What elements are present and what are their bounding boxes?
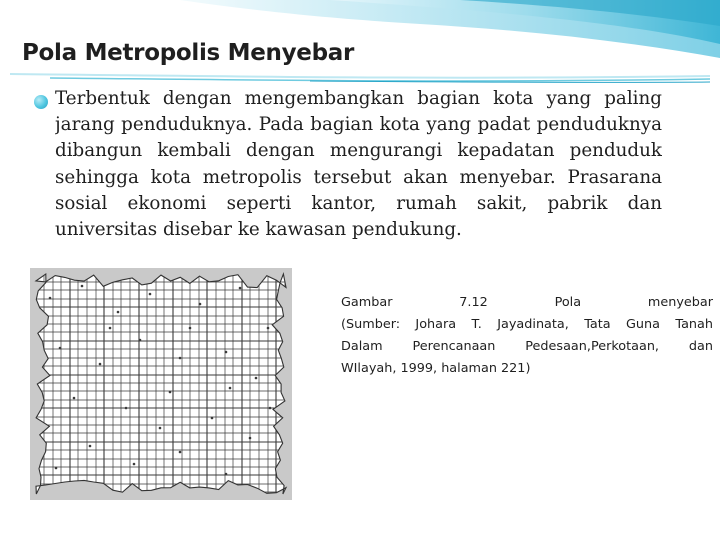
slide-title: Pola Metropolis Menyebar [22, 40, 355, 66]
title-underline-decoration [10, 70, 710, 84]
caption-line-2: (Sumber: Johara T. Jayadinata, Tata Guna Tanah [341, 317, 713, 332]
spreading-pattern-map-figure [30, 268, 292, 500]
caption-line-3: Dalam Perencanaan Pedesaan,Perkotaan, dan [341, 339, 713, 354]
bullet-paragraph: Terbentuk dengan mengembangkan bagian kota yang paling jarang penduduknya. Pada bagian kota yang padat penduduknya dibangun kembali dengan mengurangi kepadatan penduduk sehingga kota metropolis tersebut akan menyebar. Prasarana sosial ekonomi seperti kantor, rumah sakit, pabrik dan universitas disebar ke kawasan pendukung. [55, 88, 662, 241]
figure-caption [341, 292, 713, 380]
caption-line-4: WIlayah, 1999, halaman 221) [341, 361, 531, 376]
caption-line-1: Gambar 7.12 Pola menyebar [341, 295, 713, 310]
bullet-icon [34, 95, 48, 109]
